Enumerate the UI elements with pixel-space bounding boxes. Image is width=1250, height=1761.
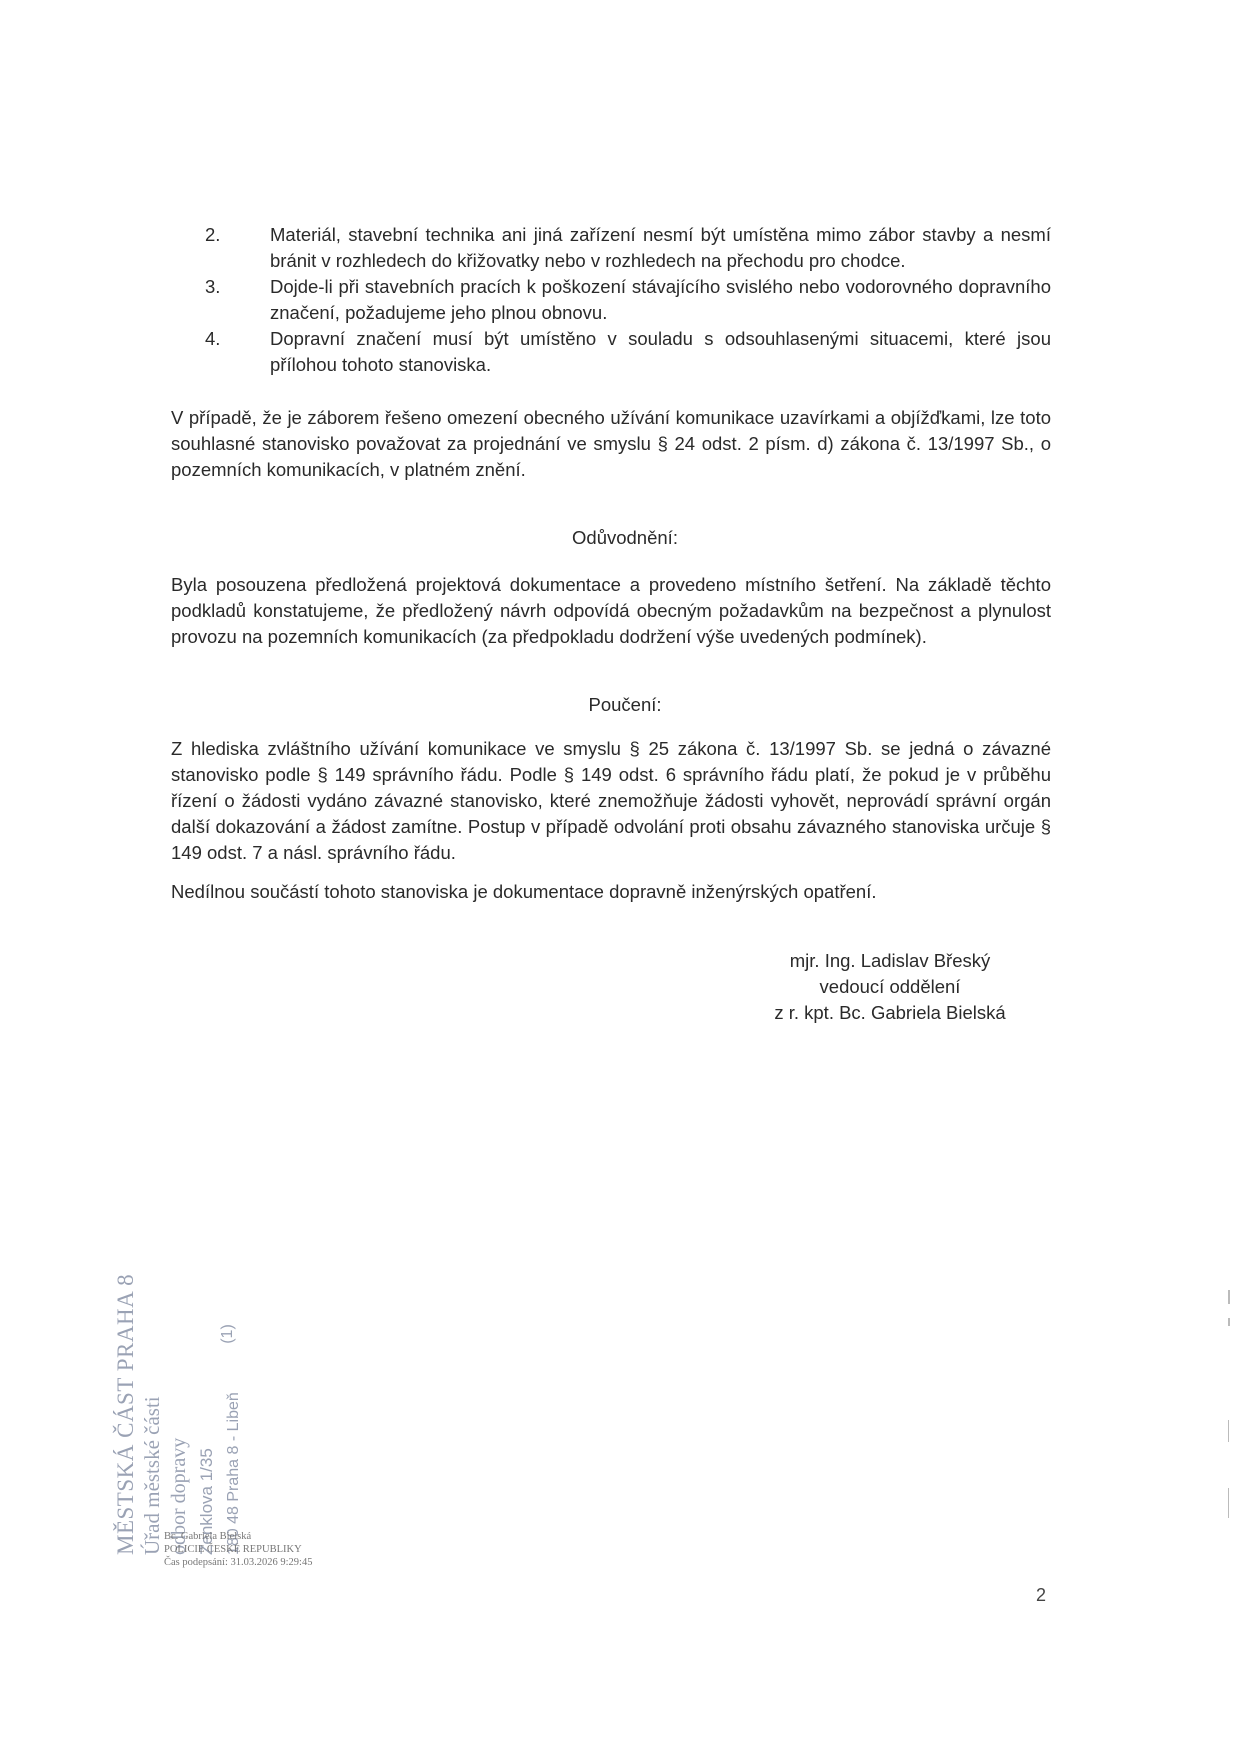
stamp-line: MĚSTSKÁ ČÁST PRAHA 8	[113, 1273, 138, 1555]
stamp-number: (1)	[218, 1324, 236, 1344]
condition-number: 2.	[205, 224, 221, 245]
reasoning-heading: Odůvodnění:	[572, 527, 678, 548]
condition-text: Materiál, stavební technika ani jiná zařízení nesmí být umístěna mimo zábor stavby a nesmí bránit v rozhledech do křižovatky nebo v rozhledech na přechodu pro chodce.	[270, 224, 1051, 271]
signature-block	[740, 948, 1040, 1026]
scan-mark	[1228, 1290, 1230, 1304]
esign-timestamp: Čas podepsání: 31.03.2026 9:29:45	[164, 1557, 313, 1568]
scan-mark	[1228, 1420, 1229, 1442]
condition-number: 4.	[205, 328, 221, 349]
condition-text: Dojde-li při stavebních pracích k poškození stávajícího svislého nebo vodorovného dopravního značení, požadujeme jeho plnou obnovu.	[270, 276, 1051, 323]
office-stamp	[112, 1274, 247, 1555]
condition-number: 3.	[205, 276, 221, 297]
closure-paragraph: V případě, že je záborem řešeno omezení obecného užívání komunikace uzavírkami a objížďkami, lze toto souhlasné stanovisko považovat za projednání ve smyslu § 24 odst. 2 písm. d) zákona č. 13/1997 Sb., o pozemních komunikacích, v platném znění.	[171, 407, 1051, 480]
condition-text: Dopravní značení musí být umístěno v souladu s odsouhlasenými situacemi, které jsou přílohou tohoto stanoviska.	[270, 328, 1051, 375]
reasoning-paragraph: Byla posouzena předložená projektová dokumentace a provedeno místního šetření. Na základě těchto podkladů konstatujeme, že předložený návrh odpovídá obecným požadavkům na bezpečnost a plynulost provozu na pozemních komunikacích (za předpokladu dodržení výše uvedených podmínek).	[171, 574, 1051, 647]
esign-organization: POLICIE ČESKÉ REPUBLIKY	[164, 1544, 302, 1555]
condition-item	[205, 274, 1051, 326]
instruction-paragraph: Z hlediska zvláštního užívání komunikace ve smyslu § 25 zákona č. 13/1997 Sb. se jedná o závazné stanovisko podle § 149 správního řádu. Podle § 149 odst. 6 správního řádu platí, že pokud je v průběhu řízení o žádosti vydáno závazné stanovisko, které znemožňuje žádosti vyhovět, neprovádí správní orgán další dokazování a žádost zamítne. Postup v případě odvolání proti obsahu závazného stanoviska určuje § 149 odst. 7 a násl. správního řádu.	[171, 738, 1051, 863]
signatory-role: vedoucí oddělení	[819, 976, 961, 997]
attachment-note: Nedílnou součástí tohoto stanoviska je dokumentace dopravně inženýrských opatření.	[171, 881, 877, 902]
instruction-heading: Poučení:	[588, 694, 662, 715]
conditions-list	[205, 222, 1051, 378]
stamp-line: Úřad městské části	[140, 1396, 164, 1555]
scan-mark	[1228, 1318, 1230, 1326]
signatory-name: mjr. Ing. Ladislav Břeský	[789, 950, 991, 971]
stamp-line: Zenklova 1/35	[197, 1448, 216, 1555]
scan-mark	[1228, 1488, 1229, 1518]
signed-for: z r. kpt. Bc. Gabriela Bielská	[774, 1002, 1006, 1023]
electronic-signature	[164, 1530, 312, 1569]
page-number: 2	[1036, 1585, 1047, 1605]
esign-signer: Bc. Gabriela Bielská	[164, 1531, 252, 1542]
stamp-line: odbor dopravy	[168, 1437, 190, 1555]
condition-item	[205, 222, 1051, 274]
stamp-line: 180 48 Praha 8 - Libeň	[225, 1392, 242, 1555]
condition-item	[205, 326, 1051, 378]
